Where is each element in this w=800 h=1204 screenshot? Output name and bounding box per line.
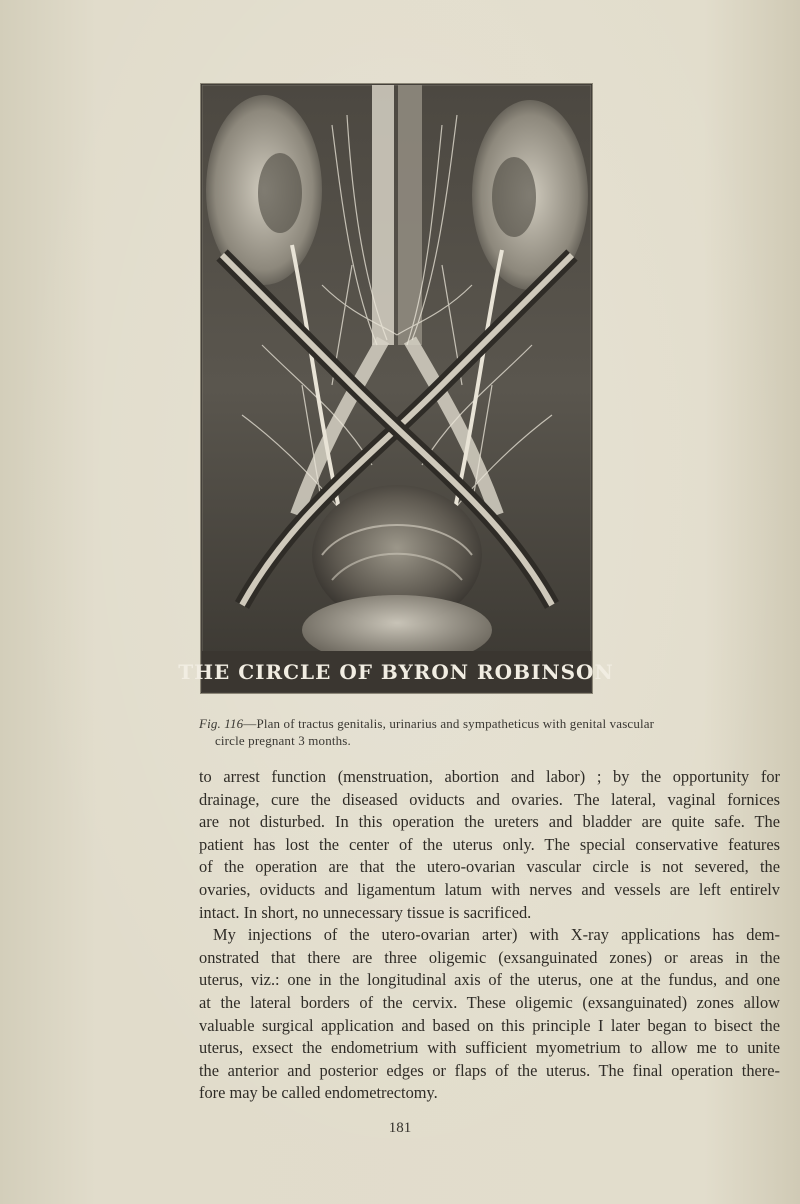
illustration-drawing [178, 85, 614, 692]
text-line: My injections of the utero-ovarian arter) with X-ray applications has dem- [213, 925, 780, 945]
caption-text-line1: —Plan of tractus genitalis, urinarius and sympatheticus with genital vascular [243, 716, 655, 731]
text-line: valuable surgical application and based on this principle I later began to bisect the [199, 1015, 780, 1035]
paragraph-1 [199, 766, 780, 924]
text-line: ovaries, oviducts and ligamentum latum with nerves and vessels are left entirelv [199, 879, 780, 899]
text-line: at the lateral borders of the cervix. These oligemic (exsanguinated) zones allow [199, 992, 780, 1012]
figure-caption [199, 715, 759, 749]
text-line: intact. In short, no unnecessary tissue is sacrificed. [199, 902, 532, 922]
caption-text-line2: circle pregnant 3 months. [215, 733, 351, 748]
page-number: 181 [388, 1120, 412, 1136]
paragraph-2 [199, 924, 780, 1105]
text-line: uterus, viz.: one in the longitudinal axis of the uterus, one at the fundus, and one [199, 970, 780, 990]
text-line: uterus, exsect the endometrium with sufficient myometrium to allow me to unite [199, 1038, 780, 1058]
anatomical-illustration [178, 84, 614, 693]
text-line: are not disturbed. In this operation the ureters and bladder are quite safe. The [199, 812, 780, 832]
text-line: patient has lost the center of the uterus only. The special conservative features [199, 834, 780, 854]
text-line: drainage, cure the diseased oviducts and ovaries. The lateral, vaginal fornices [199, 789, 780, 809]
plate-title: THE CIRCLE OF BYRON ROBINSON [178, 660, 614, 684]
body-text [199, 766, 780, 1105]
text-line: to arrest function (menstruation, abortion and labor) ; by the opportunity for [199, 767, 780, 786]
text-line: the anterior and posterior edges or flaps of the uterus. The final operation there- [199, 1060, 780, 1080]
text-line: fore may be called endometrectomy. [199, 1083, 438, 1103]
text-line: of the operation are that the utero-ovarian vascular circle is not severed, the [199, 857, 780, 877]
text-line: onstrated that there are three oligemic (exsanguinated zones) or areas in the [199, 947, 780, 967]
caption-label: Fig. 116 [199, 716, 244, 731]
